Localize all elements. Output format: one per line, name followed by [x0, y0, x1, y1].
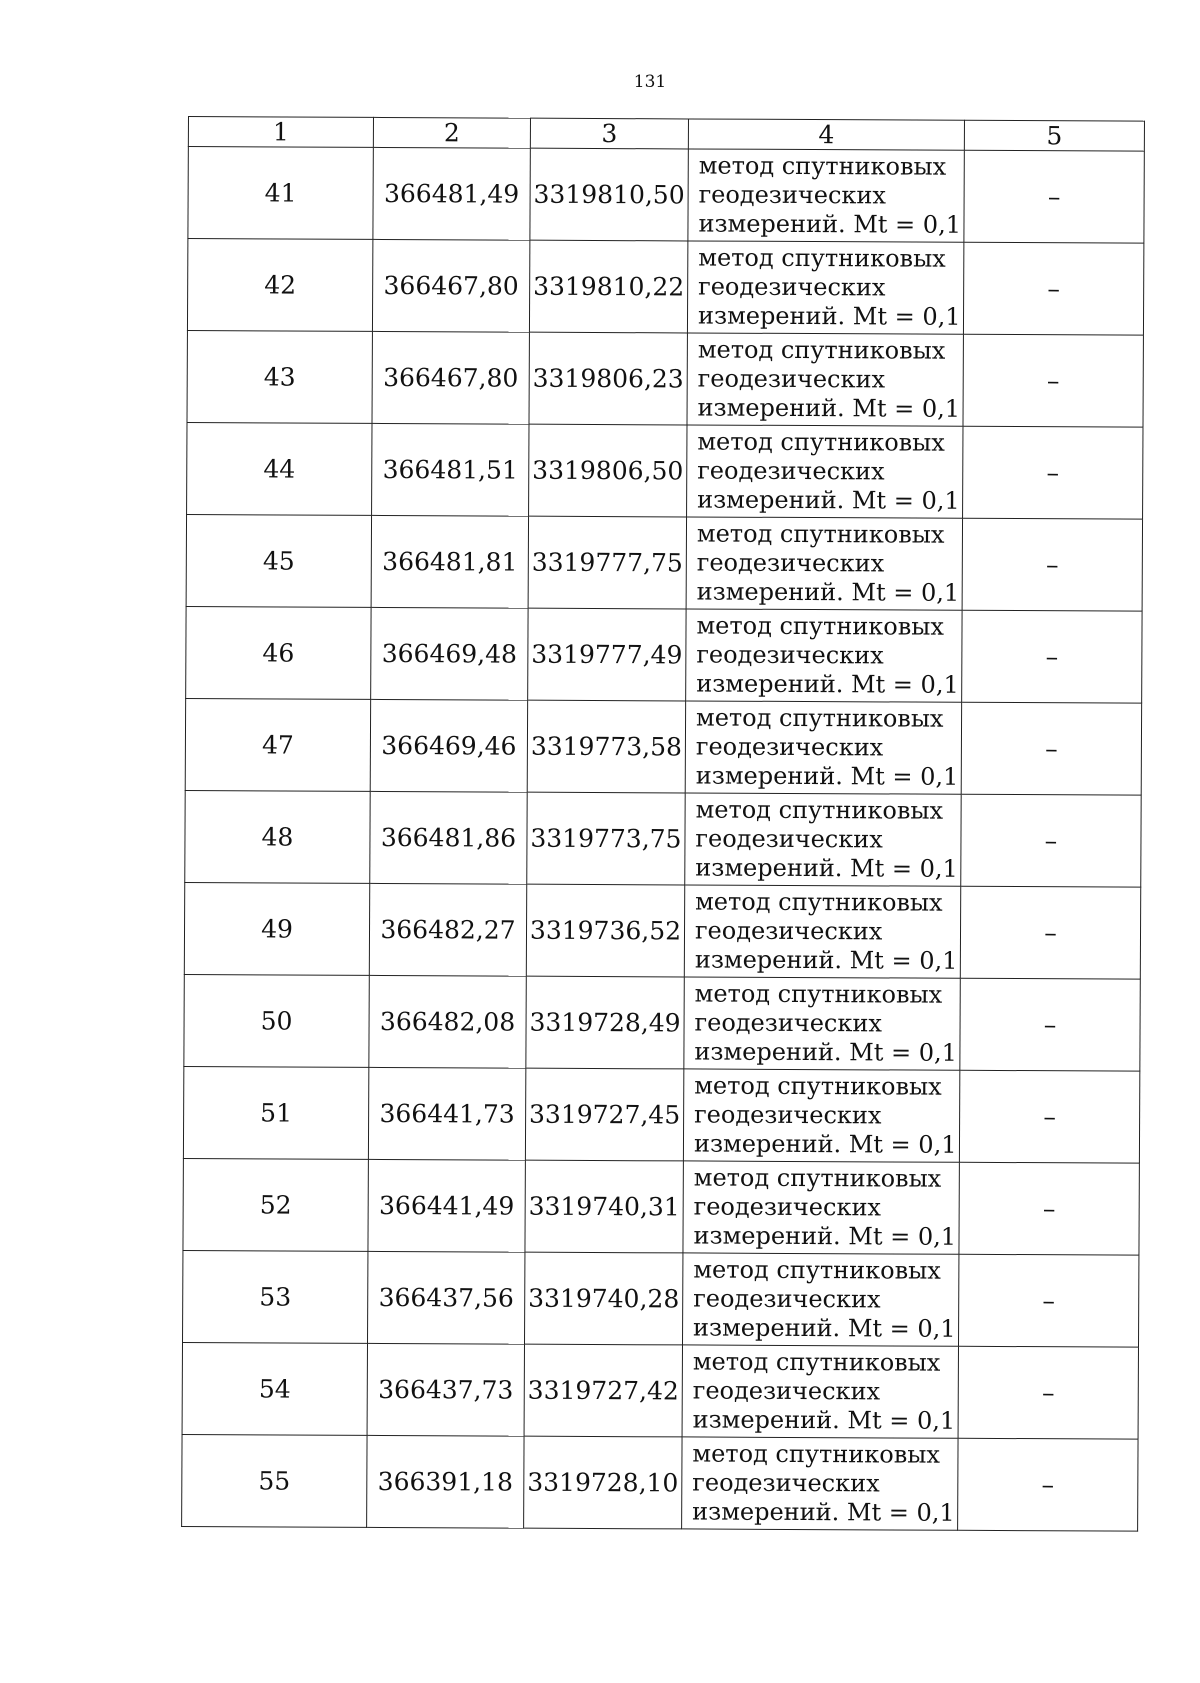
coordinates-table: [181, 116, 1145, 1532]
point-number-cell: 42: [187, 239, 372, 332]
method-line: геодезических: [697, 364, 886, 394]
note-cell: –: [958, 1254, 1138, 1347]
method-line: измерений. Mt = 0,1: [692, 1405, 956, 1435]
table-row: [185, 790, 1141, 887]
table-body: [182, 147, 1145, 1532]
method-line: метод спутниковых: [696, 519, 945, 549]
note-cell: –: [963, 242, 1143, 335]
point-number-cell: 53: [183, 1250, 368, 1343]
table-header-row: [188, 117, 1144, 152]
table-row: [183, 1250, 1139, 1347]
method-cell: [688, 149, 964, 242]
note-cell: –: [959, 1070, 1139, 1163]
method-line: геодезических: [695, 732, 884, 762]
column-header: 4: [688, 119, 964, 150]
note-cell: –: [961, 794, 1141, 887]
method-line: геодезических: [694, 916, 883, 946]
method-line: измерений. Mt = 0,1: [694, 1037, 958, 1067]
note-cell: –: [960, 886, 1140, 979]
table-row: [183, 1158, 1139, 1255]
method-line: метод спутниковых: [694, 1071, 942, 1101]
x-coordinate-cell: 366441,49: [368, 1159, 525, 1252]
y-coordinate-cell: 3319740,28: [525, 1252, 683, 1345]
method-line: метод спутниковых: [695, 703, 944, 733]
method-line: измерений. Mt = 0,1: [697, 393, 961, 423]
point-number-cell: 44: [187, 422, 372, 515]
table-row: [187, 239, 1143, 336]
method-line: метод спутниковых: [697, 335, 946, 365]
method-line: измерений. Mt = 0,1: [696, 669, 959, 699]
point-number-cell: 47: [185, 698, 370, 791]
point-number-cell: 45: [186, 514, 371, 607]
method-line: геодезических: [694, 1100, 882, 1130]
method-line: геодезических: [693, 1284, 881, 1314]
page-number: 131: [633, 72, 667, 92]
y-coordinate-cell: 3319728,10: [524, 1436, 682, 1529]
table-row: [187, 330, 1143, 427]
method-line: метод спутниковых: [695, 887, 943, 917]
coordinates-sheet: [181, 116, 1144, 1532]
method-cell: [683, 1253, 959, 1346]
table-row: [182, 1434, 1138, 1531]
point-number-cell: 46: [186, 606, 371, 699]
method-line: метод спутниковых: [696, 611, 945, 641]
point-number-cell: 55: [182, 1434, 367, 1527]
table-row: [187, 422, 1143, 519]
method-line: геодезических: [694, 1008, 882, 1038]
method-line: геодезических: [695, 824, 883, 854]
method-line: измерений. Mt = 0,1: [698, 209, 962, 239]
method-line: геодезических: [698, 272, 886, 302]
x-coordinate-cell: 366469,46: [370, 699, 527, 792]
x-coordinate-cell: 366391,18: [367, 1435, 524, 1528]
note-cell: –: [958, 1346, 1138, 1439]
note-cell: –: [958, 1438, 1138, 1531]
note-cell: –: [959, 1162, 1139, 1255]
point-number-cell: 48: [185, 790, 370, 883]
point-number-cell: 50: [184, 974, 369, 1067]
method-line: измерений. Mt = 0,1: [695, 761, 959, 791]
method-cell: [687, 333, 963, 426]
y-coordinate-cell: 3319806,50: [529, 424, 687, 517]
method-cell: [682, 1345, 958, 1438]
table-row: [184, 882, 1140, 979]
method-line: геодезических: [692, 1376, 881, 1406]
method-line: измерений. Mt = 0,1: [694, 945, 958, 975]
method-cell: [685, 793, 961, 886]
y-coordinate-cell: 3319727,45: [525, 1068, 683, 1161]
x-coordinate-cell: 366467,80: [372, 239, 529, 332]
x-coordinate-cell: 366481,81: [371, 515, 528, 608]
x-coordinate-cell: 366481,51: [372, 423, 529, 516]
method-cell: [685, 701, 961, 794]
x-coordinate-cell: 366482,08: [369, 975, 526, 1068]
table-row: [188, 147, 1144, 244]
note-cell: –: [960, 978, 1140, 1071]
method-cell: [686, 609, 962, 702]
point-number-cell: 43: [187, 330, 372, 423]
y-coordinate-cell: 3319736,52: [526, 884, 684, 977]
note-cell: –: [963, 334, 1143, 427]
note-cell: –: [962, 518, 1142, 611]
x-coordinate-cell: 366437,73: [367, 1343, 524, 1436]
method-line: измерений. Mt = 0,1: [693, 1129, 957, 1159]
method-line: метод спутниковых: [697, 427, 945, 457]
method-line: геодезических: [693, 1192, 882, 1222]
y-coordinate-cell: 3319773,75: [527, 792, 685, 885]
method-cell: [683, 1161, 959, 1254]
column-header: 2: [373, 117, 530, 148]
table-row: [186, 514, 1142, 611]
y-coordinate-cell: 3319773,58: [527, 700, 685, 793]
x-coordinate-cell: 366441,73: [368, 1067, 525, 1160]
note-cell: –: [963, 426, 1143, 519]
method-line: измерений. Mt = 0,1: [696, 577, 960, 607]
y-coordinate-cell: 3319728,49: [526, 976, 684, 1069]
column-header: 5: [964, 120, 1144, 151]
point-number-cell: 52: [183, 1158, 368, 1251]
table-row: [184, 974, 1140, 1071]
method-line: геодезических: [698, 180, 887, 210]
method-line: измерений. Mt = 0,1: [697, 301, 961, 331]
x-coordinate-cell: 366469,48: [371, 607, 528, 700]
table-row: [183, 1066, 1139, 1163]
point-number-cell: 41: [188, 147, 373, 240]
method-line: измерений. Mt = 0,1: [693, 1313, 956, 1343]
method-line: геодезических: [692, 1468, 880, 1498]
point-number-cell: 49: [184, 882, 369, 975]
x-coordinate-cell: 366437,56: [368, 1251, 525, 1344]
y-coordinate-cell: 3319740,31: [525, 1160, 683, 1253]
method-line: измерений. Mt = 0,1: [693, 1221, 957, 1251]
method-cell: [682, 1437, 958, 1530]
point-number-cell: 51: [183, 1066, 368, 1159]
method-line: метод спутниковых: [695, 795, 944, 825]
point-number-cell: 54: [182, 1342, 367, 1435]
method-line: метод спутниковых: [693, 1255, 941, 1285]
note-cell: –: [964, 150, 1144, 243]
method-line: геодезических: [697, 456, 885, 486]
x-coordinate-cell: 366481,49: [373, 147, 530, 240]
column-header: 3: [530, 118, 688, 149]
method-line: измерений. Mt = 0,1: [697, 485, 960, 515]
y-coordinate-cell: 3319810,50: [530, 148, 688, 241]
method-line: метод спутниковых: [692, 1439, 940, 1469]
method-cell: [686, 517, 962, 610]
table-row: [186, 606, 1142, 703]
method-line: измерений. Mt = 0,1: [692, 1497, 955, 1527]
x-coordinate-cell: 366481,86: [370, 791, 527, 884]
y-coordinate-cell: 3319727,42: [524, 1344, 682, 1437]
y-coordinate-cell: 3319810,22: [529, 240, 687, 333]
y-coordinate-cell: 3319777,49: [528, 608, 686, 701]
column-header: 1: [188, 117, 373, 148]
method-cell: [684, 977, 960, 1070]
table-row: [185, 698, 1141, 795]
method-line: измерений. Mt = 0,1: [695, 853, 958, 883]
method-cell: [687, 241, 963, 334]
method-line: метод спутниковых: [698, 243, 946, 273]
method-line: метод спутниковых: [698, 151, 947, 181]
y-coordinate-cell: 3319806,23: [529, 332, 687, 425]
method-line: геодезических: [696, 548, 885, 578]
method-cell: [683, 1069, 959, 1162]
x-coordinate-cell: 366467,80: [372, 331, 529, 424]
method-cell: [684, 885, 960, 978]
y-coordinate-cell: 3319777,75: [528, 516, 686, 609]
note-cell: –: [962, 610, 1142, 703]
method-line: геодезических: [696, 640, 884, 670]
table-row: [182, 1342, 1138, 1439]
note-cell: –: [961, 702, 1141, 795]
x-coordinate-cell: 366482,27: [369, 883, 526, 976]
method-cell: [687, 425, 963, 518]
method-line: метод спутниковых: [692, 1347, 941, 1377]
method-line: метод спутниковых: [693, 1163, 942, 1193]
method-line: метод спутниковых: [694, 979, 943, 1009]
